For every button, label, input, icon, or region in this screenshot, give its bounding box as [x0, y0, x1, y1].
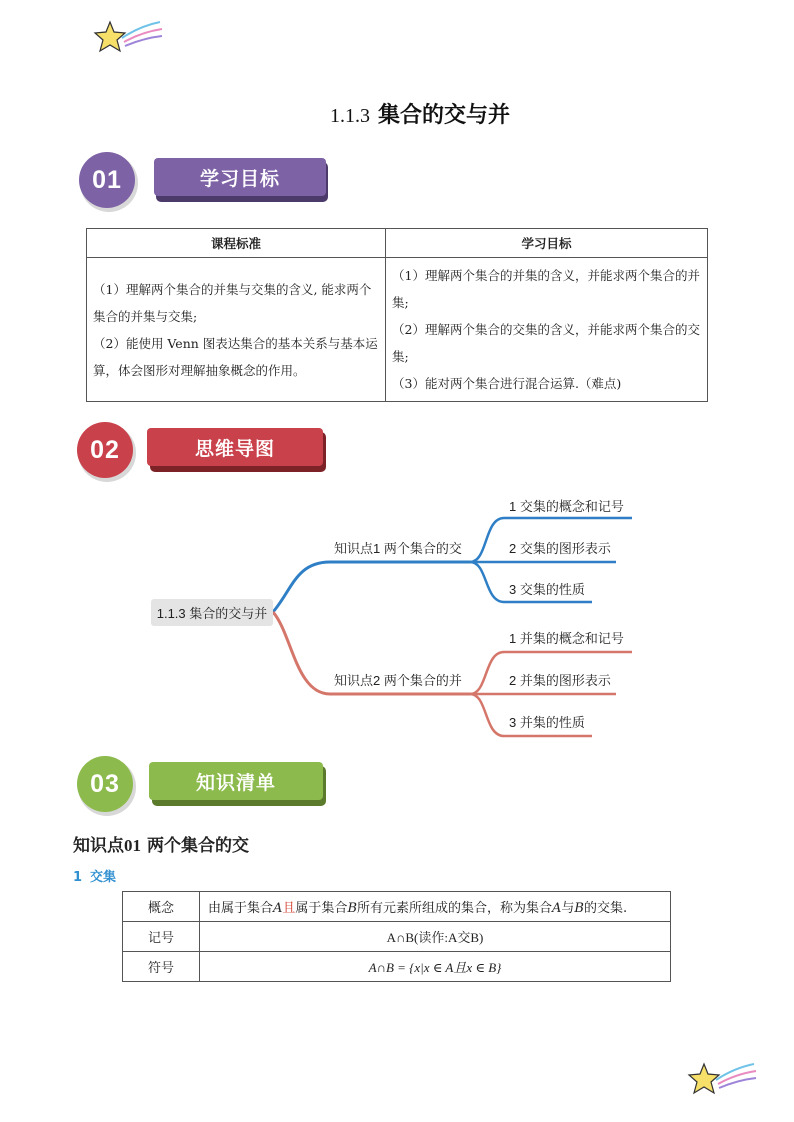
goals-cell — [386, 258, 708, 402]
mindmap-root-label: 1.1.3 集合的交与并 — [156, 606, 268, 621]
section-label: 学习目标 — [154, 158, 326, 196]
concept-value: 由属于集合A且属于集合B所有元素所组成的集合，称为集合A与B的交集. — [200, 892, 671, 922]
section-label: 思维导图 — [147, 428, 323, 466]
table-row — [123, 892, 671, 922]
section-number: 01 — [92, 165, 122, 194]
table-header-goals: 学习目标 — [386, 229, 708, 258]
section-number: 02 — [90, 435, 120, 464]
mindmap-lines — [0, 480, 794, 760]
mindmap-leaf: 2 交集的图形表示 — [509, 541, 611, 556]
mindmap-leaf: 2 并集的图形表示 — [509, 673, 611, 688]
intersection-definition-table — [122, 891, 671, 982]
mindmap-branch-intersection: 知识点1 两个集合的交 — [334, 541, 462, 556]
mindmap-leaf: 1 并集的概念和记号 — [509, 631, 624, 646]
shooting-star-icon-bottom — [686, 1058, 758, 1100]
mindmap-branch-union: 知识点2 两个集合的并 — [334, 673, 462, 688]
row-key: 符号 — [123, 952, 200, 982]
branch-line-intersection — [273, 562, 470, 612]
notation-value: A∩B(读作:A交B) — [200, 922, 671, 952]
knowledge-point-title: 两个集合的交 — [147, 836, 249, 856]
subsection-heading — [73, 866, 116, 885]
title-text: 集合的交与并 — [377, 102, 510, 128]
objectives-table — [86, 228, 708, 402]
goal-item: （1）理解两个集合的并集的含义，并能求两个集合的并集; — [392, 268, 700, 310]
mindmap-leaf: 1 交集的概念和记号 — [509, 499, 624, 514]
subsection-number: 1 — [73, 870, 83, 885]
standard-cell — [87, 258, 386, 402]
row-key: 记号 — [123, 922, 200, 952]
knowledge-point-prefix: 知识点 — [73, 836, 124, 856]
table-row — [123, 922, 671, 952]
title-number: 1.1.3 — [329, 105, 370, 127]
section-badge-02 — [74, 418, 334, 484]
shooting-star-icon-top — [92, 16, 164, 58]
goal-item: （3）能对两个集合进行混合运算.（难点) — [392, 376, 622, 391]
symbol-value: A∩B = {x|x ∈ A且x ∈ B} — [200, 952, 671, 982]
mindmap-leaf: 3 交集的性质 — [509, 582, 585, 597]
section-badge-01 — [76, 148, 336, 214]
knowledge-point-heading — [73, 831, 249, 856]
standard-item: （2）能使用 Venn 图表达集合的基本关系与基本运算，体会图形对理解抽象概念的作用。 — [93, 335, 378, 378]
table-row — [123, 952, 671, 982]
page-title — [0, 98, 794, 129]
standard-item: （1）理解两个集合的并集与交集的含义, 能求两个集合的并集与交集; — [93, 281, 372, 324]
table-header-standard: 课程标准 — [87, 229, 386, 258]
row-key: 概念 — [123, 892, 200, 922]
mindmap-leaf: 3 并集的性质 — [509, 715, 585, 730]
section-label: 知识清单 — [149, 762, 323, 800]
goal-item: （2）理解两个集合的交集的含义，并能求两个集合的交集; — [392, 322, 700, 364]
knowledge-point-number: 01 — [124, 836, 141, 855]
section-badge-03 — [74, 752, 334, 818]
subsection-title: 交集 — [90, 870, 117, 885]
section-number: 03 — [90, 769, 120, 798]
mindmap-root — [151, 599, 273, 626]
